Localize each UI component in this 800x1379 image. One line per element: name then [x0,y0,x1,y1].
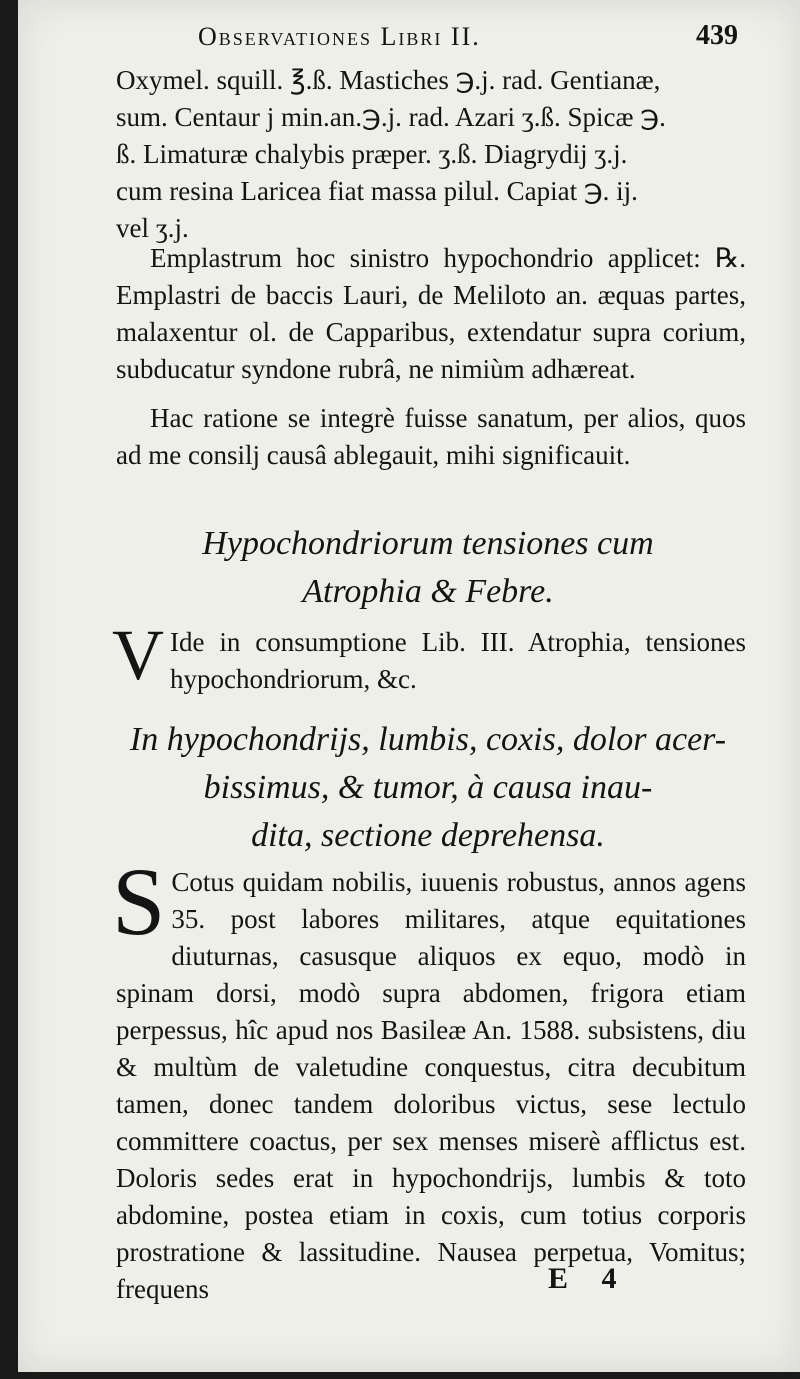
heading-line: bissimus, & tumor, à causa inau- [203,769,653,806]
text-line: cum resina Laricea fiat massa pilul. Capiat ℈. ij. [116,176,638,206]
running-title: Observationes Libri II. [198,22,481,51]
section-heading-atrophia [98,520,758,616]
prescription-block [116,62,746,247]
paragraph-text: Hac ratione se integrè fuisse sanatum, per alios, quos ad me consilj causâ ablegauit, mihi significauit. [116,403,746,470]
heading-line: In hypochondrijs, lumbis, coxis, dolor acer- [129,721,727,758]
plaster-paragraph [116,240,746,388]
page-number: 439 [696,20,738,51]
heading-line: Atrophia & Febre. [302,573,554,610]
cross-reference-paragraph [112,615,746,698]
outcome-paragraph [116,400,746,474]
drop-capital: S [112,848,166,955]
page-header [98,14,738,54]
section-heading-dolor [98,716,758,860]
heading-line: dita, sectione deprehensa. [251,817,605,854]
catchword: E 4 [548,1262,617,1295]
case-paragraph [112,848,746,1308]
heading-line: Hypochondriorum tensiones cum [202,525,654,562]
book-page [18,0,800,1372]
text-line: vel ʒ.j. [116,213,189,243]
paragraph-text: Emplastrum hoc sinistro hypochondrio applicet: ℞. Emplastri de baccis Lauri, de Meliloto an. æquas partes, malaxentur ol. de Capparibus, extendatur supra corium, subducatur syndone rubrâ, ne nimiùm adhæreat. [116,243,746,384]
paragraph-text: Ide in consumptione Lib. III. Atrophia, tensiones hypochondriorum, &c. [170,627,746,694]
text-line: Oxymel. squill. ℥.ß. Mastiches ℈.j. rad. Gentianæ, [116,65,661,95]
drop-capital: V [112,615,164,695]
text-line: sum. Centaur j min.an.℈.j. rad. Azari ʒ.ß. Spicæ ℈. [116,102,666,132]
paragraph-text: Cotus quidam nobilis, iuuenis robustus, annos agens 35. post labores militares, atque equitationes diuturnas, casusque aliquos ex equo, modò in spinam dorsi, modò supra abdomen, frigora etiam perpessus, hîc apud nos Basileæ An. 1588. subsistens, diu & multùm de valetudine conquestus, citra decubitum tamen, donec tandem doloribus victus, sese lectulo committere coactus, per sex menses miserè afflictus est. Doloris sedes erat in hypochondrijs, lumbis & toto abdomine, postea etiam in coxis, cum totius corporis prostratione & lassitudine. Nausea perpetua, Vomitus; frequens [116,867,746,1304]
text-line: ß. Limaturæ chalybis præper. ʒ.ß. Diagrydij ʒ.j. [116,139,628,169]
